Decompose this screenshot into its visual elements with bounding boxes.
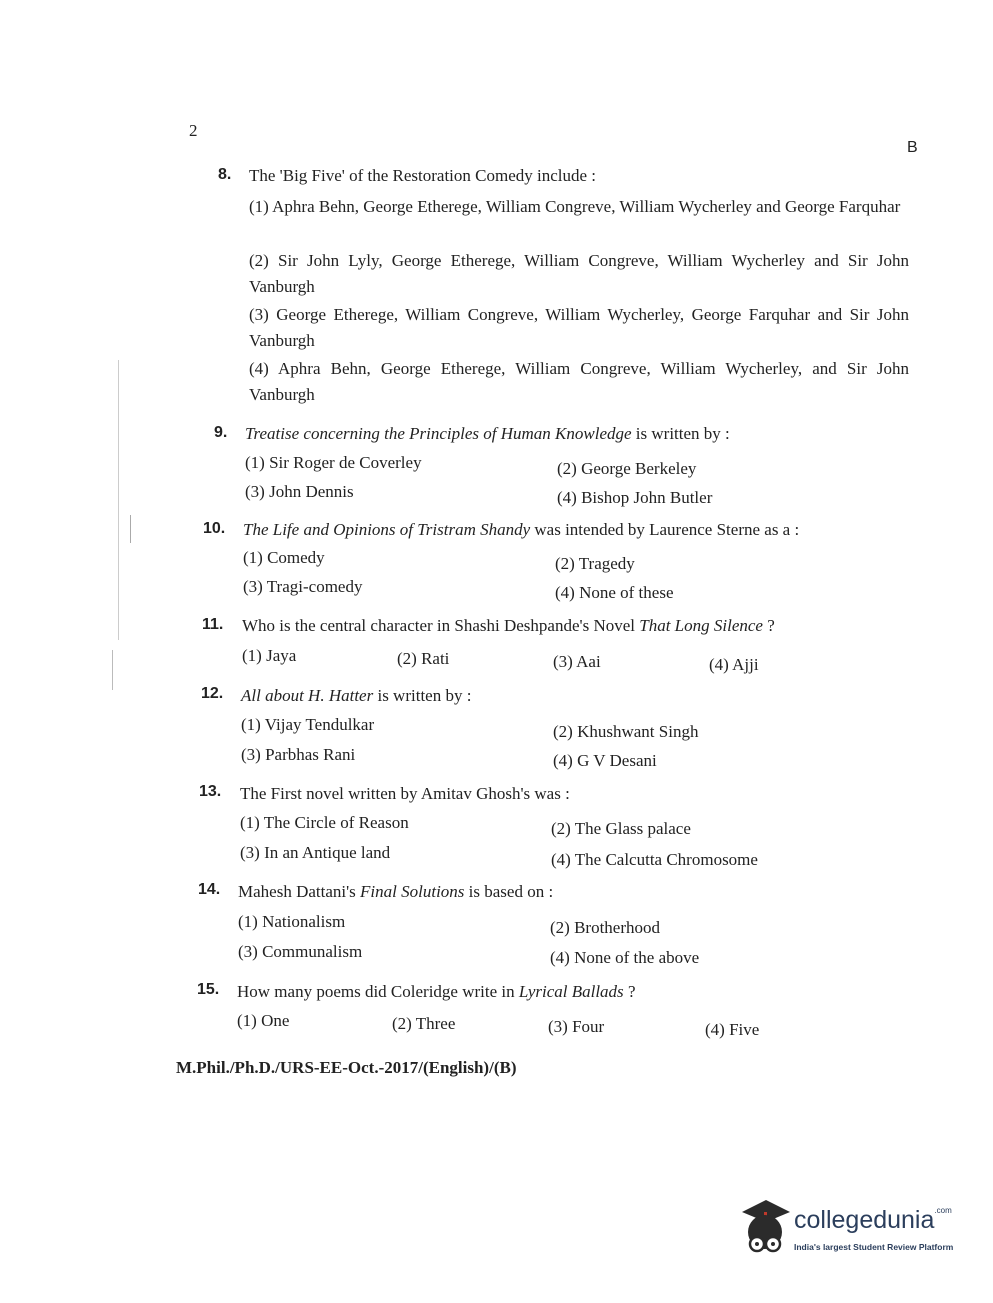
question-text bbox=[243, 519, 799, 541]
option-1: (1) Sir Roger de Coverley bbox=[245, 453, 422, 472]
question-suffix: ? bbox=[623, 982, 636, 1001]
paper-code-footer: M.Phil./Ph.D./URS-EE-Oct.-2017/(English)/(B) bbox=[176, 1058, 517, 1077]
question-number: 11. bbox=[202, 616, 224, 633]
option-3: (3) Parbhas Rani bbox=[241, 745, 356, 764]
option-3: (3) In an Antique land bbox=[240, 843, 391, 862]
option-4: (4) Five bbox=[705, 1020, 760, 1039]
question-number: 8. bbox=[218, 166, 232, 183]
option-4: (4) The Calcutta Chromosome bbox=[551, 850, 758, 869]
option-4: (4) Bishop John Butler bbox=[557, 488, 713, 507]
scan-mark bbox=[130, 515, 131, 543]
option-3: (3) Communalism bbox=[238, 942, 363, 961]
logo-mascot-icon bbox=[736, 1198, 794, 1260]
question-number: 13. bbox=[199, 783, 222, 800]
question-suffix: is based on : bbox=[464, 882, 554, 901]
option-1: (1) Comedy bbox=[243, 548, 325, 567]
option-3: (3) John Dennis bbox=[245, 482, 354, 501]
option-2: (2) Sir John Lyly, George Etherege, William Congreve, William Wycherley and Sir John Vanburgh bbox=[249, 251, 909, 296]
option-1: (1) One bbox=[237, 1011, 290, 1030]
question-prefix: How many poems did Coleridge write in bbox=[237, 982, 519, 1001]
question-text bbox=[238, 881, 553, 903]
question-text bbox=[242, 615, 775, 637]
option-4: (4) None of these bbox=[555, 583, 674, 602]
logo-suffix: .com bbox=[934, 1206, 952, 1215]
option-1: (1) The Circle of Reason bbox=[240, 813, 409, 832]
question-text bbox=[245, 423, 730, 445]
question-title: The Life and Opinions of Tristram Shandy bbox=[243, 520, 531, 539]
question-title: All about H. Hatter bbox=[241, 686, 374, 705]
question-text: The First novel written by Amitav Ghosh's was : bbox=[240, 784, 570, 803]
logo-wordmark bbox=[794, 1206, 952, 1235]
question-number: 14. bbox=[198, 881, 221, 898]
option-2: (2) Three bbox=[392, 1014, 456, 1033]
question-number: 15. bbox=[197, 981, 220, 998]
option-3: (3) George Etherege, William Congreve, William Wycherley, George Farquhar and Sir John Vanburgh bbox=[249, 305, 909, 350]
question-text bbox=[237, 981, 635, 1003]
question-suffix: is written by : bbox=[373, 686, 472, 705]
question-text: The 'Big Five' of the Restoration Comedy include : bbox=[249, 166, 597, 185]
collegedunia-logo bbox=[736, 1198, 958, 1260]
question-number: 10. bbox=[203, 520, 226, 537]
option-2: (2) Tragedy bbox=[555, 554, 635, 573]
option-3: (3) Four bbox=[548, 1017, 605, 1036]
logo-name: collegedunia bbox=[794, 1206, 935, 1234]
option-2: (2) Khushwant Singh bbox=[553, 722, 699, 741]
scan-mark bbox=[118, 360, 119, 640]
option-3: (3) Tragi-comedy bbox=[243, 577, 363, 596]
question-title: Treatise concerning the Principles of Human Knowledge bbox=[245, 424, 632, 443]
question-text bbox=[241, 685, 471, 707]
option-1: (1) Nationalism bbox=[238, 912, 346, 931]
set-code: B bbox=[907, 139, 918, 156]
question-suffix: was intended by Laurence Sterne as a : bbox=[530, 520, 800, 539]
option-4: (4) Aphra Behn, George Etherege, William Congreve, William Wycherley, and Sir John Vanburgh bbox=[249, 359, 909, 404]
option-2: (2) Brotherhood bbox=[550, 918, 661, 937]
option-2: (2) George Berkeley bbox=[557, 459, 697, 478]
question-number: 12. bbox=[201, 685, 224, 702]
question-number: 9. bbox=[214, 424, 228, 441]
question-prefix: Mahesh Dattani's bbox=[238, 882, 361, 901]
scan-mark bbox=[112, 650, 113, 690]
question-title: Final Solutions bbox=[360, 882, 465, 901]
option-2: (2) Rati bbox=[397, 649, 450, 668]
option-3: (3) Aai bbox=[553, 652, 601, 671]
question-title: Lyrical Ballads bbox=[518, 982, 624, 1001]
logo-tagline: India's largest Student Review Platform bbox=[794, 1242, 954, 1252]
option-4: (4) G V Desani bbox=[553, 751, 657, 770]
option-4: (4) Ajji bbox=[709, 655, 759, 674]
option-2: (2) The Glass palace bbox=[551, 819, 691, 838]
page-number: 2 bbox=[189, 121, 198, 140]
question-prefix: Who is the central character in Shashi Deshpande's Novel bbox=[242, 616, 640, 635]
option-1: (1) Vijay Tendulkar bbox=[241, 715, 375, 734]
option-4: (4) None of the above bbox=[550, 948, 700, 967]
question-suffix: is written by : bbox=[631, 424, 730, 443]
question-title: That Long Silence bbox=[639, 616, 763, 635]
question-suffix: ? bbox=[762, 616, 775, 635]
option-1: (1) Jaya bbox=[242, 646, 297, 665]
option-1: (1) Aphra Behn, George Etherege, William Congreve, William Wycherley and George Farquhar bbox=[249, 197, 901, 216]
